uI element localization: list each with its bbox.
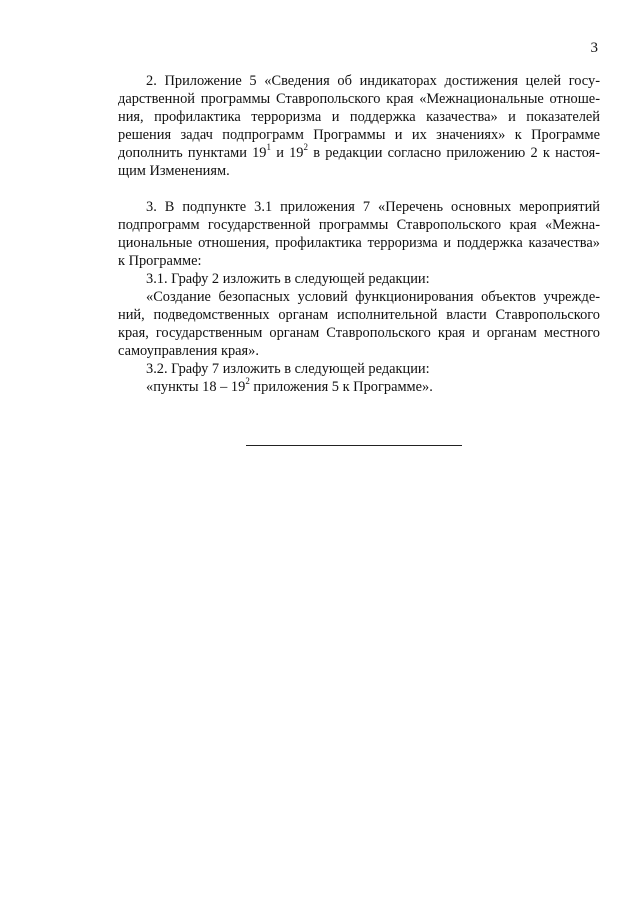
superscript: 1 bbox=[266, 142, 272, 153]
text-fragment: «пункты 18 – 19 bbox=[146, 379, 246, 395]
item-2-line: ния, профилактика терроризма и поддержка казачества» и показателей bbox=[118, 109, 600, 125]
subitem-3-2-quote-line bbox=[118, 378, 600, 396]
subitem-3-2-title: 3.2. Графу 7 изложить в следующей редакции: bbox=[146, 361, 430, 377]
item-2-paragraph bbox=[118, 72, 600, 180]
closing-separator-line bbox=[246, 445, 462, 446]
item-3-line: 3. В подпункте 3.1 приложения 7 «Перечень основных мероприятий bbox=[146, 199, 600, 215]
text-fragment: приложения 5 к Программе». bbox=[249, 379, 433, 395]
page-number: 3 bbox=[590, 40, 598, 56]
item-2-line: решения задач подпрограмм Программы и их значениях» к Программе bbox=[118, 127, 600, 143]
item-3-line: циональные отношения, профилактика терроризма и поддержка казачества» bbox=[118, 235, 600, 251]
document-body bbox=[118, 72, 600, 396]
superscript: 2 bbox=[303, 142, 309, 153]
superscript: 2 bbox=[245, 376, 250, 387]
text-fragment: дополнить пунктами 19 bbox=[118, 145, 267, 161]
subitem-3-1-quote-line: ний, подведомственных органам исполнительной власти Ставропольского bbox=[118, 307, 600, 323]
text-fragment: в редакции согласно приложению 2 к настоя- bbox=[308, 145, 600, 161]
item-3-paragraph bbox=[118, 198, 600, 396]
item-3-line: к Программе: bbox=[118, 253, 202, 269]
subitem-3-1-title: 3.1. Графу 2 изложить в следующей редакции: bbox=[146, 271, 430, 287]
item-2-line: щим Изменениям. bbox=[118, 163, 230, 179]
subitem-3-1-quote-line: «Создание безопасных условий функционирования объектов учрежде- bbox=[146, 289, 600, 305]
text-fragment: и 19 bbox=[271, 145, 304, 161]
subitem-3-1-quote-line: самоуправления края». bbox=[118, 343, 259, 359]
item-2-line: дарственной программы Ставропольского края «Межнациональные отноше- bbox=[118, 91, 600, 107]
item-2-line: 2. Приложение 5 «Сведения об индикаторах достижения целей госу- bbox=[146, 73, 600, 89]
subitem-3-1-quote-line: края, государственным органам Ставропольского края и органам местного bbox=[118, 325, 600, 341]
item-3-line: подпрограмм государственной программы Ставропольского края «Межна- bbox=[118, 217, 600, 233]
item-2-line-with-superscripts bbox=[118, 144, 600, 162]
